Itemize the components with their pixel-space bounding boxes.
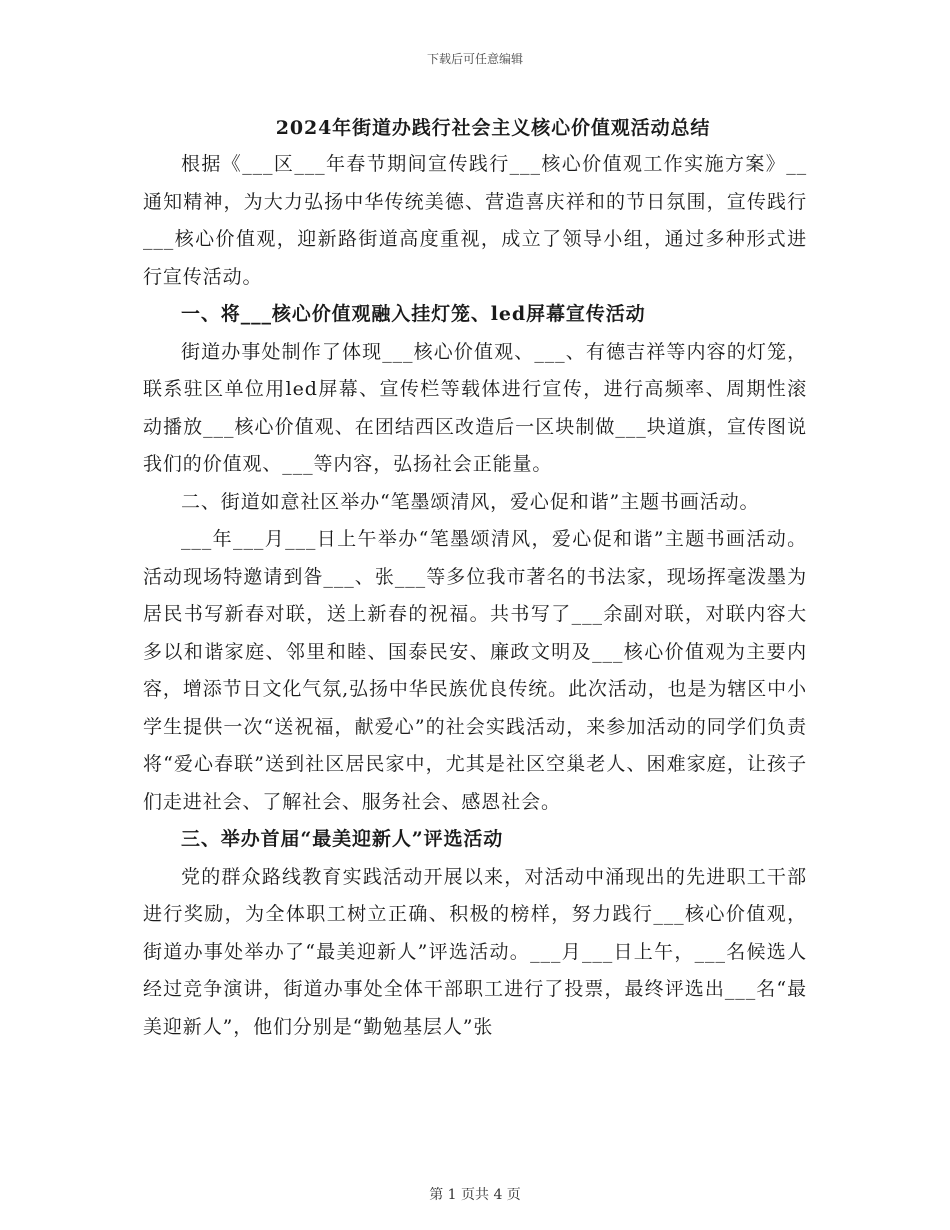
page-number: 第 1 页共 4 页	[429, 1187, 521, 1203]
section-heading-3: 三、举办首届“最美迎新人”评选活动	[181, 828, 504, 850]
header-note: 下载后可任意编辑	[426, 52, 523, 66]
paragraph-section-3: 党的群众路线教育实践活动开展以来，对活动中涌现出的先进职工干部进行奖励，为全体职工树立正确、积极的榜样，努力践行___核心价值观，街道办事处举办了“最美迎新人”评选活动。___月___日上午，___名候选人经过竞争演讲，街道办事处全体干部职工进行了投票，最终评选出___名“最美迎新人”，他们分别是“勤勉基层人”张	[143, 865, 807, 1038]
section-heading-1: 一、将___核心价值观融入挂灯笼、led屏幕宣传活动	[181, 303, 646, 325]
paragraph-intro: 根据《___区___年春节期间宣传践行___核心价值观工作实施方案》__通知精神，为大力弘扬中华传统美德、营造喜庆祥和的节日氛围，宣传践行___核心价值观，迎新路街道高度重视，成立了领导小组，通过多种形式进行宣传活动。	[143, 153, 807, 288]
paragraph-section-1: 街道办事处制作了体现___核心价值观、___、有德吉祥等内容的灯笼，联系驻区单位用led屏幕、宣传栏等载体进行宣传，进行高频率、周期性滚动播放___核心价值观、在团结西区改造后一区块制做___块道旗，宣传图说我们的价值观、___等内容，弘扬社会正能量。	[143, 340, 807, 475]
document-title: 2024年街道办践行社会主义核心价值观活动总结	[275, 117, 711, 139]
paragraph-section-2: ___年___月___日上午举办“笔墨颂清风，爱心促和谐”主题书画活动。活动现场特邀请到昝___、张___等多位我市著名的书法家，现场挥毫泼墨为居民书写新春对联，送上新春的祝福。共书写了___余副对联，对联内容大多以和谐家庭、邻里和睦、国泰民安、廉政文明及___核心价值观为主要内容，增添节日文化气氛,弘扬中华民族优良传统。此次活动，也是为辖区中小学生提供一次“送祝福，献爱心”的社会实践活动，来参加活动的同学们负责将“爱心春联”送到社区居民家中，尤其是社区空巢老人、困难家庭，让孩子们走进社会、了解社会、服务社会、感恩社会。	[143, 528, 807, 813]
section-heading-2: 二、街道如意社区举办“笔墨颂清风，爱心促和谐”主题书画活动。	[181, 490, 760, 513]
document-body	[143, 112, 807, 1046]
